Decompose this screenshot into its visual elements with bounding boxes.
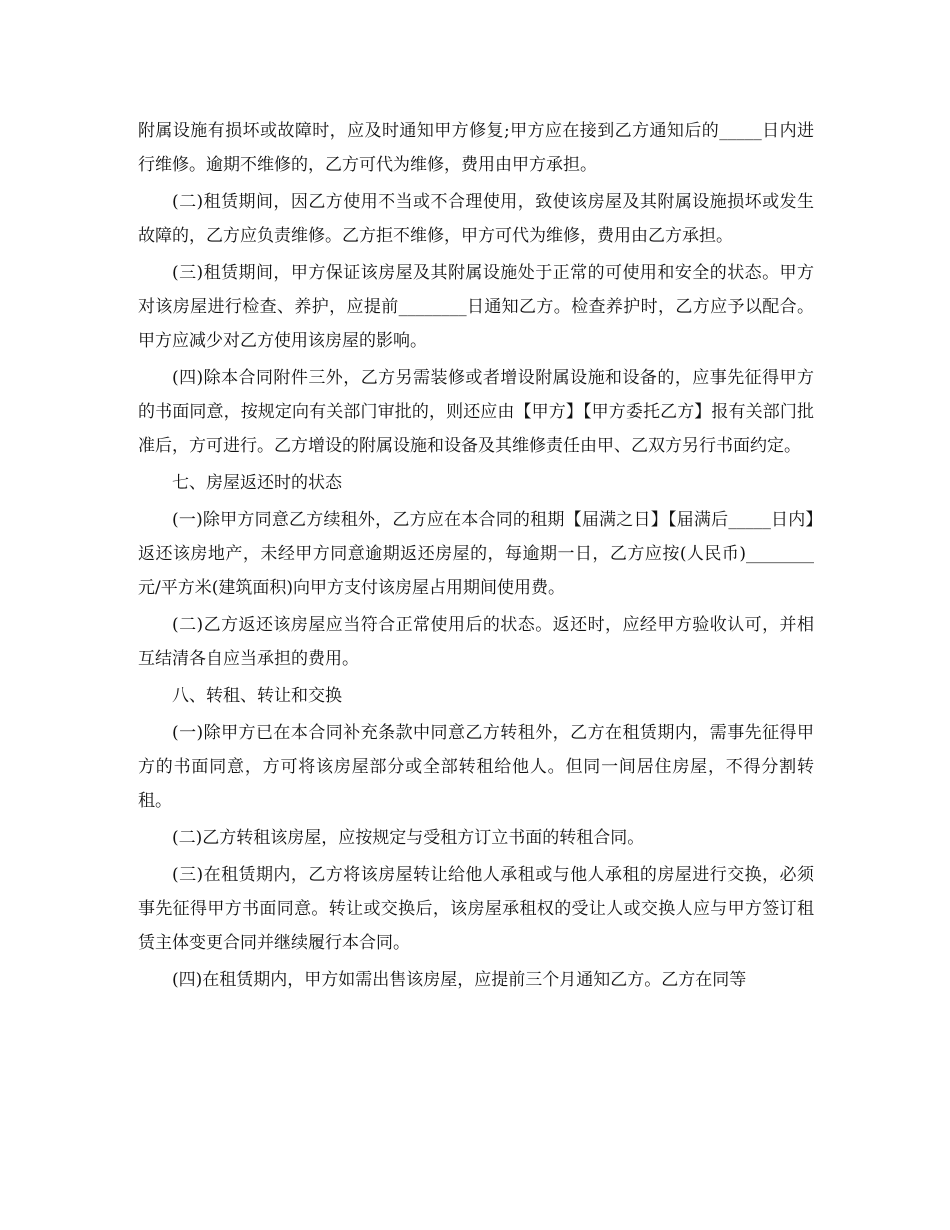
document-page (138, 114, 814, 1000)
paragraph-clause-7-2: (二)乙方返还该房屋应当符合正常使用后的状态。返还时，应经甲方验收认可，并相互结清各自应当承担的费用。 (138, 615, 814, 669)
paragraph-continuation: 附属设施有损坏或故障时，应及时通知甲方修复;甲方应在接到乙方通知后的_____日内进行维修。逾期不维修的，乙方可代为维修，费用由甲方承担。 (138, 121, 814, 175)
paragraph-clause-6-3: (三)租赁期间，甲方保证该房屋及其附属设施处于正常的可使用和安全的状态。甲方对该房屋进行检查、养护，应提前________日通知乙方。检查养护时，乙方应予以配合。甲方应减少对乙方使用该房屋的影响。 (138, 263, 814, 351)
paragraph-clause-8-1: (一)除甲方已在本合同补充条款中同意乙方转租外，乙方在租赁期内，需事先征得甲方的书面同意，方可将该房屋部分或全部转租给他人。但同一间居住房屋，不得分割转租。 (138, 723, 814, 811)
paragraph-clause-8-4: (四)在租赁期内，甲方如需出售该房屋，应提前三个月通知乙方。乙方在同等 (172, 970, 747, 990)
section-heading-8: 八、转租、转让和交换 (172, 686, 342, 706)
paragraph-clause-6-2: (二)租赁期间，因乙方使用不当或不合理使用，致使该房屋及其附属设施损坏或发生故障的，乙方应负责维修。乙方拒不维修，甲方可代为维修，费用由乙方承担。 (138, 192, 814, 246)
paragraph-clause-8-2: (二)乙方转租该房屋，应按规定与受租方订立书面的转租合同。 (172, 828, 645, 848)
paragraph-clause-7-1: (一)除甲方同意乙方续租外，乙方应在本合同的租期【届满之日】【届满后_____日内】返还该房地产，未经甲方同意逾期返还房屋的，每逾期一日，乙方应按(人民币)________元/平方米(建筑面积)向甲方支付该房屋占用期间使用费。 (138, 510, 814, 598)
section-heading-7: 七、房屋返还时的状态 (172, 473, 342, 493)
paragraph-clause-8-3: (三)在租赁期内，乙方将该房屋转让给他人承租或与他人承租的房屋进行交换，必须事先征得甲方书面同意。转让或交换后，该房屋承租权的受让人或交换人应与甲方签订租赁主体变更合同并继续履行本合同。 (138, 865, 814, 953)
paragraph-clause-6-4: (四)除本合同附件三外，乙方另需装修或者增设附属设施和设备的，应事先征得甲方的书面同意，按规定向有关部门审批的，则还应由【甲方】【甲方委托乙方】报有关部门批准后，方可进行。乙方增设的附属设施和设备及其维修责任由甲、乙双方另行书面约定。 (138, 368, 814, 456)
